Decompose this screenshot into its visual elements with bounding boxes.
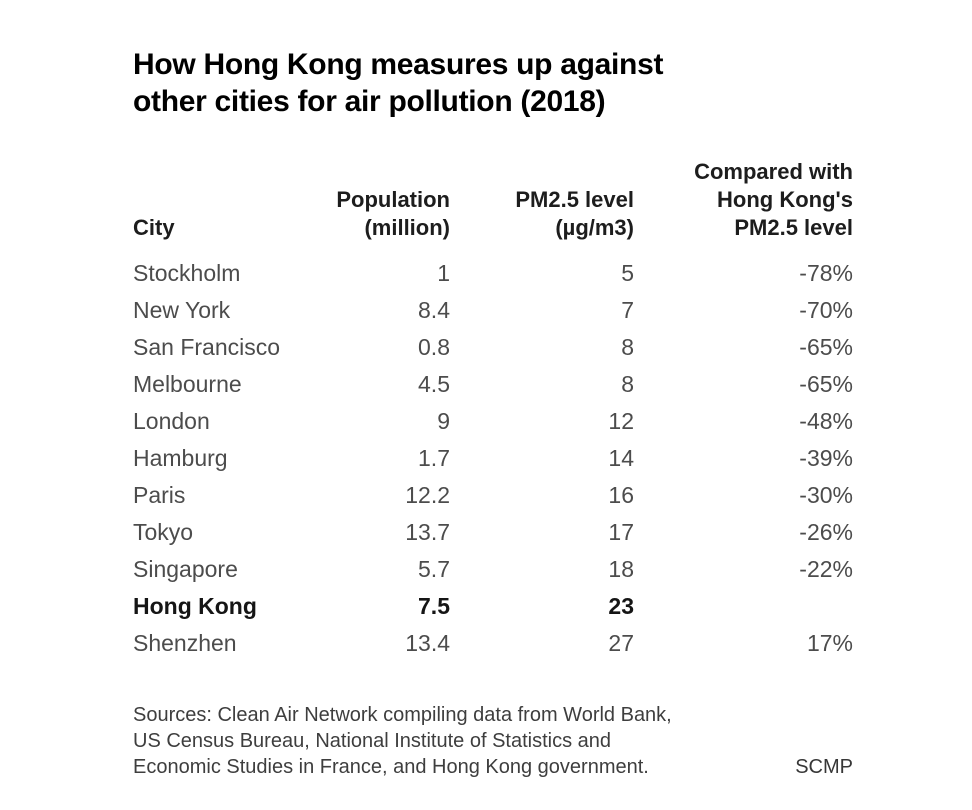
pm25-cell: 18 (608, 556, 634, 582)
table-header (133, 158, 853, 255)
pm25-cell: 7 (621, 297, 634, 323)
pollution-table (133, 158, 853, 662)
population-cell: 5.7 (418, 556, 450, 582)
header-population-line-2: (million) (364, 215, 450, 240)
population-cell: 8.4 (418, 297, 450, 323)
pm25-cell: 17 (608, 519, 634, 545)
table-row-singapore (133, 551, 853, 588)
table-row-london (133, 403, 853, 440)
population-cell: 4.5 (418, 371, 450, 397)
header-population (308, 158, 450, 255)
table-row-shenzhen (133, 625, 853, 662)
chart-title-line-1: How Hong Kong measures up against (133, 48, 664, 81)
population-cell: 12.2 (405, 482, 450, 508)
table-header-row (133, 158, 853, 255)
sources-line-1: Sources: Clean Air Network compiling data from World Bank, (133, 704, 672, 726)
chart-title-line-2: other cities for air pollution (2018) (133, 85, 606, 118)
chart-title (133, 46, 972, 120)
compared-cell: -22% (799, 556, 853, 582)
header-population-line-1: Population (336, 187, 450, 212)
compared-cell: -78% (799, 260, 853, 286)
table-row-new-york (133, 292, 853, 329)
compared-cell: -70% (799, 297, 853, 323)
pm25-cell: 5 (621, 260, 634, 286)
table-row-paris (133, 477, 853, 514)
sources-note (133, 702, 672, 780)
city-cell: Tokyo (133, 519, 194, 545)
pm25-cell: 8 (621, 371, 634, 397)
table-row-stockholm (133, 255, 853, 292)
city-cell: New York (133, 297, 231, 323)
pm25-cell: 14 (608, 445, 634, 471)
pm25-cell: 16 (608, 482, 634, 508)
header-compared (634, 158, 853, 255)
population-cell: 1.7 (418, 445, 450, 471)
city-cell: Paris (133, 482, 186, 508)
population-cell: 7.5 (418, 593, 450, 619)
city-cell: Hong Kong (133, 593, 257, 619)
pm25-cell: 12 (608, 408, 634, 434)
compared-cell: -26% (799, 519, 853, 545)
header-compared-line-3: PM2.5 level (734, 215, 853, 240)
city-cell: Hamburg (133, 445, 228, 471)
header-pm25-line-2: (µg/m3) (555, 215, 634, 240)
compared-cell: -65% (799, 371, 853, 397)
pm25-cell: 27 (608, 630, 634, 656)
city-cell: Shenzhen (133, 630, 237, 656)
header-pm25-line-1: PM2.5 level (515, 187, 634, 212)
table-row-hong-kong (133, 588, 853, 625)
city-cell: Stockholm (133, 260, 241, 286)
compared-cell: -39% (799, 445, 853, 471)
sources-line-3: Economic Studies in France, and Hong Kong government. (133, 756, 649, 778)
city-cell: Melbourne (133, 371, 242, 397)
population-cell: 1 (437, 260, 450, 286)
table-row-san-francisco (133, 329, 853, 366)
city-cell: San Francisco (133, 334, 281, 360)
compared-cell: -30% (799, 482, 853, 508)
population-cell: 9 (437, 408, 450, 434)
header-compared-line-1: Compared with (694, 159, 853, 184)
header-city: City (133, 215, 175, 240)
population-cell: 13.4 (405, 630, 450, 656)
compared-cell: 17% (806, 630, 853, 656)
city-cell: Singapore (133, 556, 238, 582)
pm25-cell: 8 (621, 334, 634, 360)
sources-line-2: US Census Bureau, National Institute of Statistics and (133, 730, 612, 752)
table-row-tokyo (133, 514, 853, 551)
scmp-credit: SCMP (795, 756, 853, 778)
compared-cell (634, 588, 853, 625)
population-cell: 0.8 (418, 334, 450, 360)
pm25-cell: 23 (608, 593, 634, 619)
table-row-melbourne (133, 366, 853, 403)
footer (133, 702, 853, 780)
city-cell: London (133, 408, 210, 434)
compared-cell: -48% (799, 408, 853, 434)
table-row-hamburg (133, 440, 853, 477)
header-pm25 (450, 158, 634, 255)
population-cell: 13.7 (405, 519, 450, 545)
compared-cell: -65% (799, 334, 853, 360)
header-compared-line-2: Hong Kong's (717, 187, 853, 212)
table-body (133, 255, 853, 662)
